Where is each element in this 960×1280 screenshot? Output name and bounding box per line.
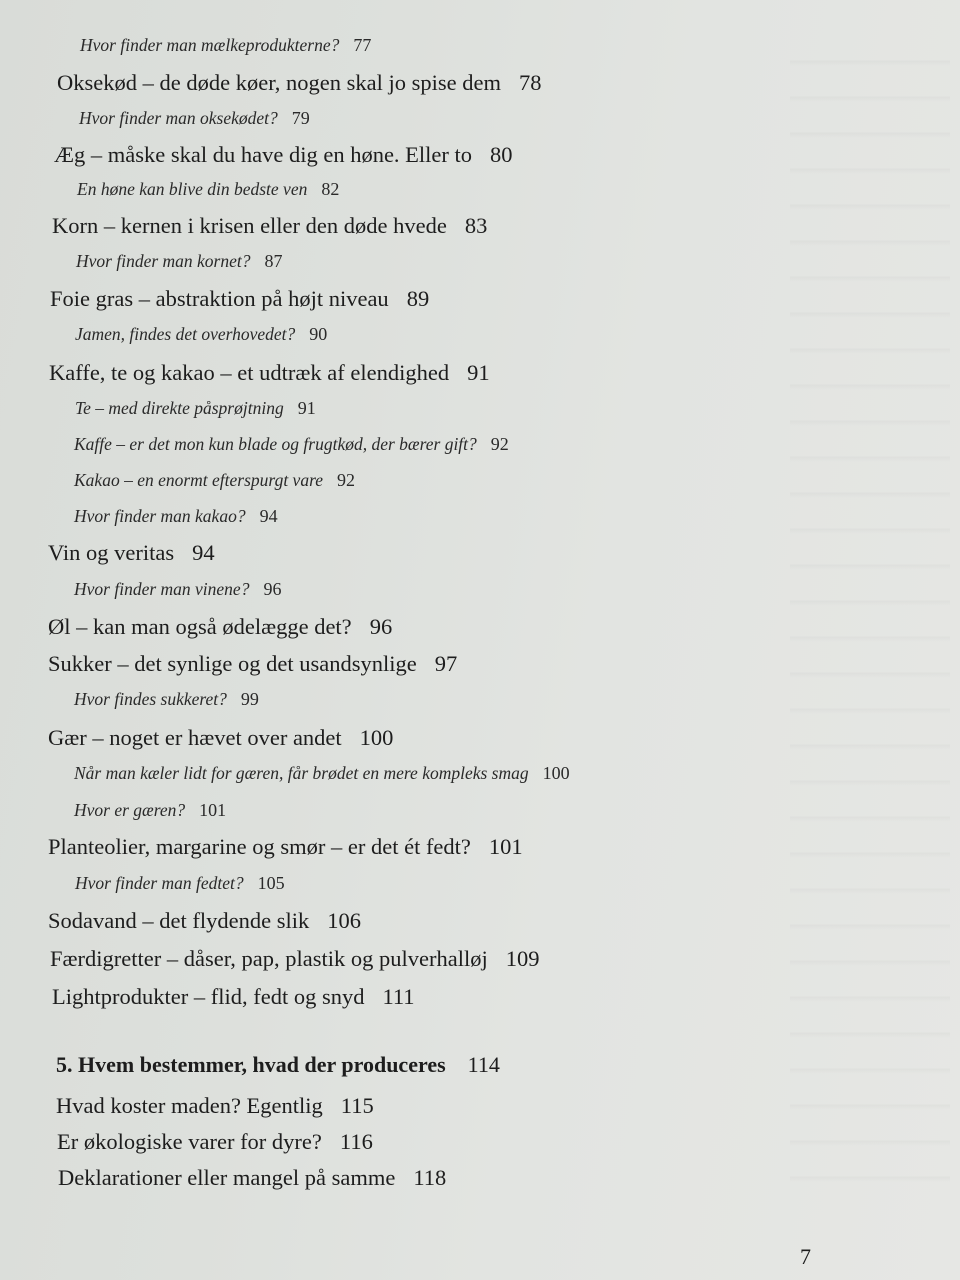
toc-entry-page: 106	[327, 908, 361, 933]
toc-entry-page: 111	[382, 984, 415, 1009]
toc-entry-page: 115	[340, 1093, 374, 1118]
toc-entry-title: En høne kan blive din bedste ven	[77, 179, 308, 199]
toc-entry	[74, 507, 278, 526]
toc-entry-title: Gær – noget er hævet over andet	[48, 725, 342, 750]
toc-entry-title: Hvor finder man fedtet?	[75, 873, 244, 893]
toc-entry-title: Hvor finder man oksekødet?	[79, 108, 278, 128]
toc-entry-page: 94	[259, 506, 278, 526]
toc-entry-page: 82	[321, 179, 340, 199]
toc-entry	[76, 252, 283, 271]
toc-entry-page: 97	[434, 651, 458, 676]
toc-entry	[79, 109, 310, 128]
toc-entry	[57, 1131, 373, 1154]
toc-entry-title: Hvor finder man vinene?	[74, 579, 250, 599]
toc-entry	[48, 653, 457, 676]
toc-entry	[48, 836, 523, 859]
toc-entry	[74, 764, 570, 783]
toc-entry-title: Vin og veritas	[48, 540, 175, 565]
toc-entry-page: 99	[240, 689, 259, 709]
toc-entry-page: 91	[467, 360, 490, 385]
toc-entry	[75, 399, 316, 418]
toc-entry	[80, 36, 371, 55]
toc-entry	[57, 72, 542, 95]
toc-entry-page: 101	[488, 834, 523, 859]
toc-entry	[58, 1167, 446, 1190]
toc-entry-title: Oksekød – de døde køer, nogen skal jo spise dem	[57, 70, 502, 95]
toc-entry-title: Hvor finder man kornet?	[76, 251, 251, 271]
toc-entry	[74, 690, 259, 709]
toc-entry-title: Planteolier, margarine og smør – er det ét fedt?	[48, 834, 471, 859]
toc-entry	[74, 435, 509, 454]
toc-entry-title: 5. Hvem bestemmer, hvad der produceres	[56, 1052, 446, 1077]
toc-entry-title: Lightprodukter – flid, fedt og snyd	[52, 984, 365, 1009]
toc-entry-page: 100	[359, 725, 394, 750]
toc-entry-page: 89	[406, 286, 430, 311]
toc-entry-title: Deklarationer eller mangel på samme	[58, 1165, 396, 1190]
bleed-through-shadow	[790, 30, 950, 1190]
toc-entry	[50, 288, 429, 311]
toc-entry-title: Kaffe – er det mon kun blade og frugtkød, der bærer gift?	[74, 434, 477, 454]
toc-entry-title: Hvor findes sukkeret?	[74, 689, 227, 709]
toc-entry	[48, 542, 215, 565]
toc-entry-title: Færdigretter – dåser, pap, plastik og pulverhalløj	[50, 946, 488, 971]
toc-entry-title: Te – med direkte påsprøjtning	[75, 398, 284, 418]
toc-entry-page: 100	[542, 763, 570, 783]
toc-entry-page: 80	[490, 142, 513, 167]
toc-entry-title: Kakao – en enormt efterspurgt vare	[74, 470, 324, 490]
toc-entry-page: 114	[467, 1052, 500, 1077]
toc-chapter-heading	[56, 1054, 500, 1076]
toc-entry-page: 92	[490, 434, 509, 454]
toc-entry	[74, 471, 355, 490]
toc-entry	[48, 616, 392, 639]
toc-entry	[52, 986, 415, 1009]
toc-entry-page: 101	[199, 800, 227, 820]
toc-entry-page: 77	[353, 35, 372, 55]
toc-entry-title: Korn – kernen i krisen eller den døde hvede	[52, 213, 447, 238]
toc-entry	[75, 325, 327, 344]
toc-entry-page: 116	[339, 1129, 373, 1154]
toc-entry-title: Jamen, findes det overhovedet?	[75, 324, 296, 344]
toc-entry	[77, 180, 339, 199]
toc-entry	[49, 362, 490, 385]
toc-entry-page: 105	[257, 873, 285, 893]
toc-entry-title: Øl – kan man også ødelægge det?	[48, 614, 352, 639]
toc-entry-title: Kaffe, te og kakao – et udtræk af elendighed	[49, 360, 450, 385]
toc-entry-page: 109	[505, 946, 540, 971]
toc-entry-title: Æg – måske skal du have dig en høne. Eller to	[54, 142, 473, 167]
toc-entry	[54, 144, 513, 167]
toc-entry-page: 94	[192, 540, 215, 565]
toc-entry-title: Hvor finder man mælkeprodukterne?	[80, 35, 340, 55]
toc-entry-page: 83	[464, 213, 488, 238]
toc-entry	[74, 801, 226, 820]
toc-entry-page: 91	[297, 398, 316, 418]
toc-entry	[50, 948, 540, 971]
toc-entry-title: Sukker – det synlige og det usandsynlige	[48, 651, 417, 676]
toc-entry-page: 118	[413, 1165, 447, 1190]
toc-entry-title: Når man kæler lidt for gæren, får brødet en mere kompleks smag	[74, 763, 529, 783]
toc-entry-title: Hvor er gæren?	[74, 800, 186, 820]
toc-entry	[74, 580, 281, 599]
toc-entry-page: 96	[263, 579, 282, 599]
toc-entry-title: Foie gras – abstraktion på højt niveau	[50, 286, 389, 311]
toc-entry	[48, 910, 361, 933]
toc-entry	[75, 874, 285, 893]
toc-entry	[52, 215, 487, 238]
page-number: 7	[800, 1244, 811, 1269]
toc-entry	[48, 727, 393, 750]
toc-entry-title: Sodavand – det flydende slik	[48, 908, 310, 933]
toc-entry-page: 87	[264, 251, 283, 271]
toc-entry-page: 78	[519, 70, 542, 95]
toc-entry-page: 79	[291, 108, 310, 128]
toc-entry-page: 90	[309, 324, 328, 344]
toc-entry-title: Er økologiske varer for dyre?	[57, 1129, 322, 1154]
toc-entry-title: Hvor finder man kakao?	[74, 506, 246, 526]
toc-entry	[56, 1095, 374, 1118]
toc-entry-page: 92	[337, 470, 356, 490]
toc-entry-title: Hvad koster maden? Egentlig	[56, 1093, 323, 1118]
toc-entry-page: 96	[369, 614, 393, 639]
